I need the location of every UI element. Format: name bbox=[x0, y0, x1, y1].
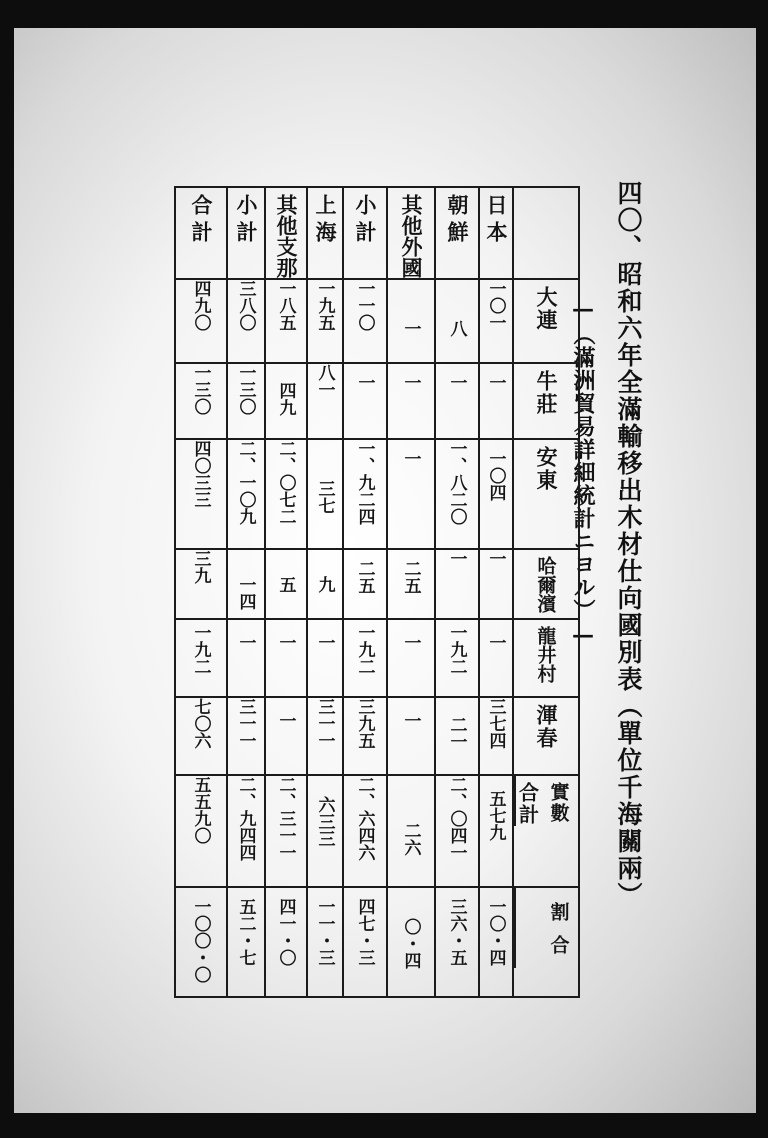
data-cell: 二一 bbox=[435, 697, 479, 775]
data-cell: 一、九二四 bbox=[343, 439, 387, 549]
data-cell: 三六・五 bbox=[435, 887, 479, 997]
data-cell: 一 bbox=[307, 619, 343, 697]
data-cell: 二、九四四 bbox=[227, 775, 265, 887]
column-label-andong: 安東 bbox=[513, 439, 579, 549]
data-cell: 六三三 bbox=[307, 775, 343, 887]
column-label-harbin: 哈爾濱 bbox=[513, 549, 579, 619]
data-cell: 二、三一一 bbox=[265, 775, 307, 887]
data-cell: 八一 bbox=[307, 363, 343, 439]
data-cell: 一、八二〇 bbox=[435, 439, 479, 549]
data-cell: 三七四 bbox=[479, 697, 513, 775]
data-cell: 二、六四六 bbox=[343, 775, 387, 887]
data-cell: 一 bbox=[479, 363, 513, 439]
data-cell: 一 bbox=[265, 697, 307, 775]
total-header: 合計 bbox=[514, 776, 540, 826]
data-cell: 二五 bbox=[343, 549, 387, 619]
data-cell: 二、一〇九 bbox=[227, 439, 265, 549]
total-wariai-label: 割合 bbox=[513, 887, 579, 997]
total-jisu-label: 合計 實數 bbox=[513, 775, 579, 887]
row-label: 朝鮮 bbox=[435, 187, 479, 279]
data-cell: 四〇三三 bbox=[175, 439, 227, 549]
data-cell: 一一・三 bbox=[307, 887, 343, 997]
column-label-dairen: 大連 bbox=[513, 279, 579, 363]
table-subtitle: —（滿洲貿易詳細統計ニヨル）— bbox=[570, 296, 596, 649]
data-cell: 三一一 bbox=[307, 697, 343, 775]
data-cell: 一 bbox=[479, 619, 513, 697]
data-cell: 一 bbox=[387, 439, 435, 549]
data-cell: 一三〇 bbox=[175, 363, 227, 439]
data-cell: 一 bbox=[387, 279, 435, 363]
data-cell: 一八五 bbox=[265, 279, 307, 363]
table-title: 四〇、昭和六年全滿輸移出木材仕向國別表（單位千海關兩） bbox=[614, 180, 643, 909]
data-cell: 五五九〇 bbox=[175, 775, 227, 887]
row-label: 其他支那 bbox=[265, 187, 307, 279]
data-cell: 一 bbox=[479, 549, 513, 619]
data-cell: 一九二 bbox=[175, 619, 227, 697]
data-cell: 二、〇七二 bbox=[265, 439, 307, 549]
data-cell: 一〇〇・〇 bbox=[175, 887, 227, 997]
row-label: 小計 bbox=[343, 187, 387, 279]
data-cell: 一〇一 bbox=[479, 279, 513, 363]
data-cell: 一 bbox=[387, 697, 435, 775]
data-cell: 一〇四 bbox=[479, 439, 513, 549]
data-cell: 一 bbox=[227, 619, 265, 697]
row-label: 其他外國 bbox=[387, 187, 435, 279]
data-cell: 一三〇 bbox=[227, 363, 265, 439]
data-cell: 五 bbox=[265, 549, 307, 619]
data-cell: 三八〇 bbox=[227, 279, 265, 363]
data-cell: 三七 bbox=[307, 439, 343, 549]
data-cell: 三一一 bbox=[227, 697, 265, 775]
column-label-hunchun: 渾春 bbox=[513, 697, 579, 775]
data-cell: 一 bbox=[387, 619, 435, 697]
data-cell: 九 bbox=[307, 549, 343, 619]
data-cell: 一 bbox=[387, 363, 435, 439]
data-cell: 一九五 bbox=[307, 279, 343, 363]
data-cell: 一 bbox=[343, 363, 387, 439]
data-cell: 一九二 bbox=[343, 619, 387, 697]
data-cell: 四七・三 bbox=[343, 887, 387, 997]
corner-cell bbox=[513, 187, 579, 279]
data-cell: 二五 bbox=[387, 549, 435, 619]
row-label: 合計 bbox=[175, 187, 227, 279]
data-cell: 〇・四 bbox=[387, 887, 435, 997]
row-label: 小計 bbox=[227, 187, 265, 279]
row-label: 日本 bbox=[479, 187, 513, 279]
data-cell: 三九五 bbox=[343, 697, 387, 775]
data-cell: 五七九 bbox=[479, 775, 513, 887]
data-cell: 三九 bbox=[175, 549, 227, 619]
data-cell: 四一・〇 bbox=[265, 887, 307, 997]
document-page bbox=[14, 28, 756, 1113]
statistics-table bbox=[174, 186, 580, 998]
data-cell: 一九二 bbox=[435, 619, 479, 697]
row-label: 上海 bbox=[307, 187, 343, 279]
data-cell: 四九〇 bbox=[175, 279, 227, 363]
data-cell: 一四 bbox=[227, 549, 265, 619]
data-cell: 七〇六 bbox=[175, 697, 227, 775]
column-label-longjingcun: 龍井村 bbox=[513, 619, 579, 697]
data-cell: 一 bbox=[435, 363, 479, 439]
column-label-niuzhuang: 牛莊 bbox=[513, 363, 579, 439]
data-cell: 二、〇四一 bbox=[435, 775, 479, 887]
data-cell: 二六 bbox=[387, 775, 435, 887]
data-cell: 一 bbox=[265, 619, 307, 697]
data-cell: 一一〇 bbox=[343, 279, 387, 363]
data-cell: 八 bbox=[435, 279, 479, 363]
data-cell: 一〇・四 bbox=[479, 887, 513, 997]
data-cell: 五二・七 bbox=[227, 887, 265, 997]
data-cell: 一 bbox=[435, 549, 479, 619]
data-cell: 四九 bbox=[265, 363, 307, 439]
